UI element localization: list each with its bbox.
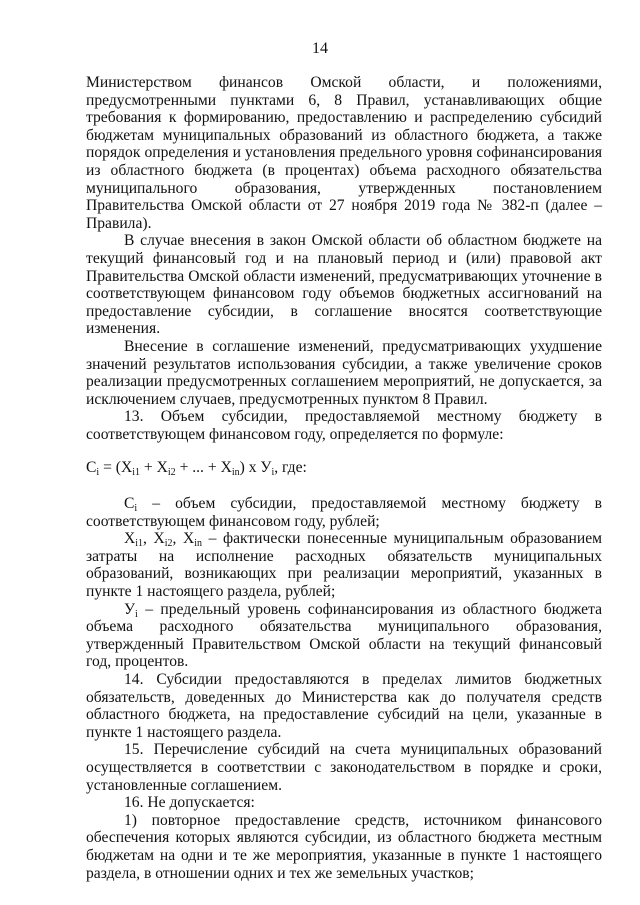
formula-x1: X [120,459,133,477]
formula-xn-sub: in [231,467,240,479]
page-number: 14 [312,40,328,57]
def-x-text: – фактически понесенные муниципальным образованием затраты на исполнение расходных обязательств муниципальных образований, возникающих при реализации мероприятий, указанных в пункте 1 настоящего раздела, рублей; [86,530,602,601]
formula-tail: , где: [274,459,307,477]
formula-x2-sub: i2 [167,467,176,479]
def-c-sub: i [134,503,138,515]
def-x2: X [153,530,165,548]
paragraph-c-definition [86,495,602,530]
paragraph-budget-changes: В случае внесения в закон Омской области об областном бюджете на текущий финансовый год и на плановый период и (или) правовой акт Правительства Омской области изменений, предусматривающих уточнение в соответствующем финансовом году объемов бюджетных ассигнований на предоставление субсидии, в соглашение вносятся соответствующие изменения. [86,232,602,338]
formula-c: C [86,459,97,477]
def-c-text: – объем субсидии, предоставляемой местному бюджету в соответствующем финансовом году, рублей; [86,495,602,530]
def-y-sub: i [135,608,138,620]
def-sep2: , [172,530,183,548]
paragraph-item-15: 15. Перечисление субсидий на счета муниципальных образований осуществляется в соответствии с законодательством в порядке и сроки, установленные соглашением. [86,741,602,794]
paragraph-item-13: 13. Объем субсидии, предоставляемой местному бюджету в соответствующем финансовом году, определяется по формуле: [86,408,602,443]
def-xn-sub: in [194,538,203,550]
formula-x1-sub: i1 [132,467,141,479]
def-c-var: C [124,495,135,513]
formula-ellipsis: + ... + [175,459,221,477]
paragraph-x-definition [86,530,602,600]
formula-c-sub: i [96,467,100,479]
subsidy-formula [86,459,602,477]
formula-times: ) х [239,459,261,477]
def-y-var: У [124,600,136,618]
formula-eq: = ( [99,459,121,477]
paragraph-item-16: 16. Не допускается: [124,794,255,812]
paragraph-agreement-changes: Внесение в соглашение изменений, предусматривающих ухудшение значений результатов использования субсидии, а также увеличение сроков реализации предусмотренных соглашением мероприятий, не допускается, за исключением случаев, предусмотренных пунктом 8 Правил. [86,337,602,408]
def-xn: X [183,530,195,548]
formula-y-sub: i [271,467,275,479]
formula-plus: + [140,459,157,477]
def-y-text: – предельный уровень софинансирования из областного бюджета объема расходного обязательства муниципального образования, утвержденный Правительством Омской области на текущий финансовый год, процентов. [86,600,602,671]
formula-x2: X [156,459,168,477]
paragraph-rules-reference: Министерством финансов Омской области, и положениями, предусмотренными пунктами 6, 8 Правил, устанавливающих общие требования к формированию, предоставлению и распределению субсидий бюджетам муниципальных образований из областного бюджета, а также порядок определения и установления предельного уровня софинансирования из областного бюджета (в процентах) объема расходного обязательства муниципального образования, утвержденных постановлением Правительства Омской области от 27 ноября 2019 года № 382-п (далее – Правила). [86,74,602,232]
def-x1-sub: i1 [135,538,144,550]
def-x2-sub: i2 [164,538,173,550]
formula-y: У [260,459,272,477]
def-sep1: , [143,530,154,548]
paragraph-item-16-1: 1) повторное предоставление средств, источником финансового обеспечения которых являются субсидии, из областного бюджета местным бюджетам на одни и те же мероприятия, указанные в пункте 1 настоящего раздела, в отношении одних и тех же земельных участков; [86,811,602,882]
paragraph-item-14: 14. Субсидии предоставляются в пределах лимитов бюджетных обязательств, доведенных до Министерства как до получателя средств областного бюджета, на предоставление субсидий на цели, указанные в пункте 1 настоящего раздела. [86,671,602,741]
def-x1: X [124,530,136,548]
formula-xn: X [220,459,232,477]
paragraph-y-definition [86,601,602,671]
document-body [86,74,602,882]
